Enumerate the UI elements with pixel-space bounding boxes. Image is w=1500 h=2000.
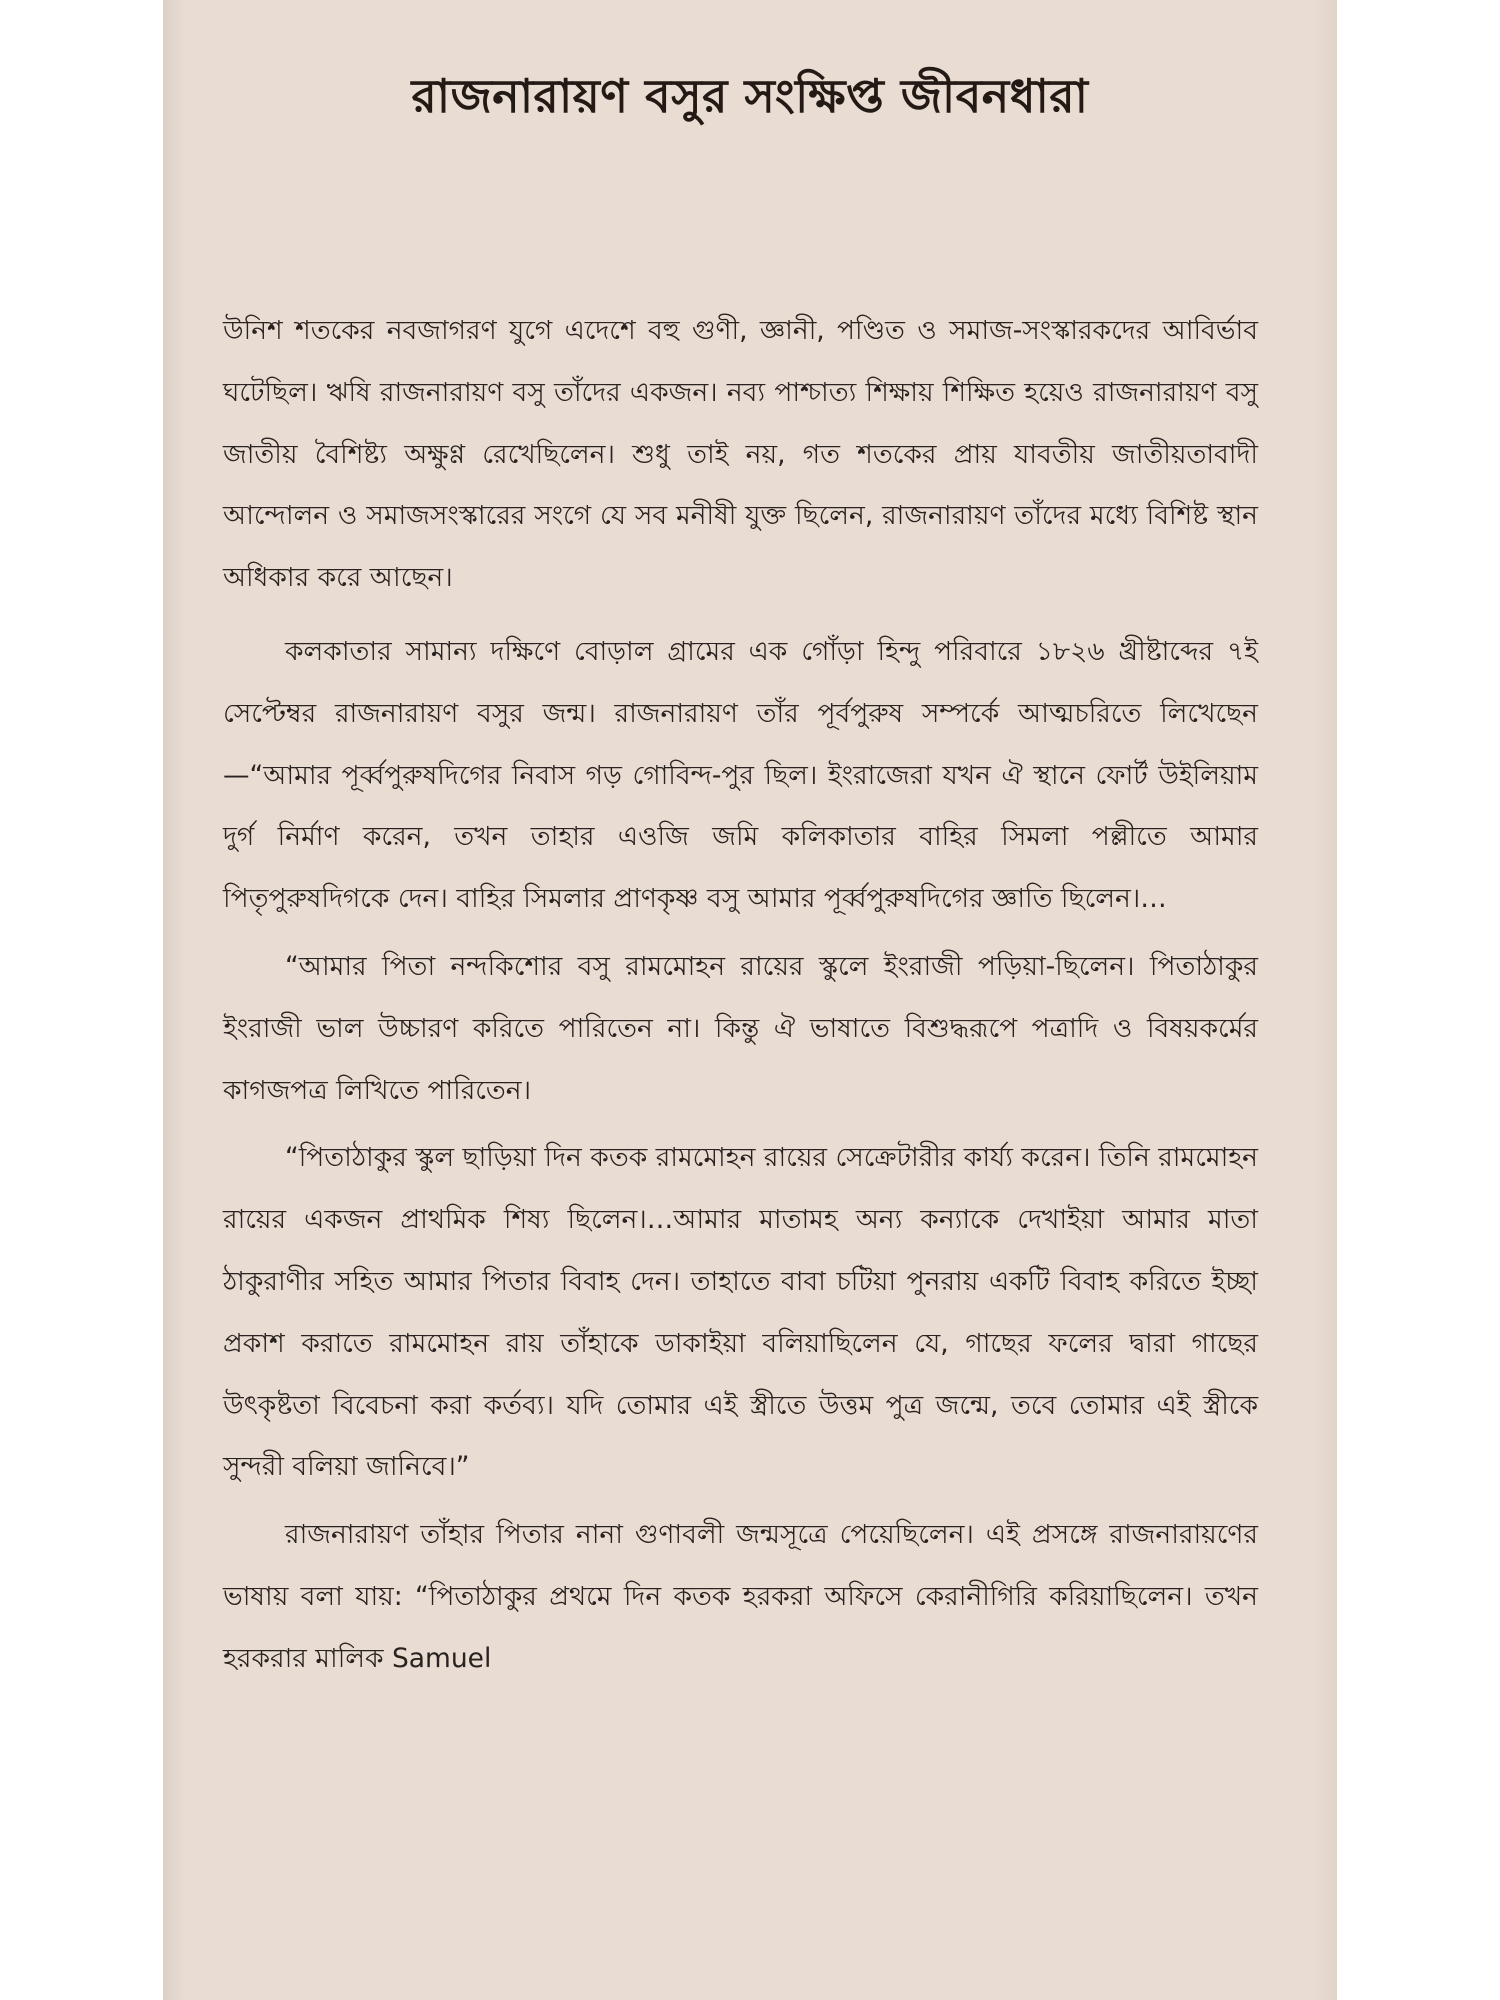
paragraph-3: “আমার পিতা নন্দকিশোর বসু রামমোহন রায়ের স্কুলে ইংরাজী পড়িয়া-ছিলেন। পিতাঠাকুর ইংরাজী ভাল উচ্চারণ করিতে পারিতেন না। কিন্তু ঐ ভাষাতে বিশুদ্ধরূপে পত্রাদি ও বিষয়কর্মের কাগজপত্র লিখিতে পারিতেন।: [223, 950, 1258, 1106]
paragraph-5: রাজনারায়ণ তাঁহার পিতার নানা গুণাবলী জন্মসূত্রে পেয়েছিলেন। এই প্রসঙ্গে রাজনারায়ণের ভাষায় বলা যায়: “পিতাঠাকুর প্রথমে দিন কতক হরকরা অফিসে কেরানীগিরি করিয়াছিলেন। তখন হরকরার মালিক Samuel: [223, 1519, 1258, 1674]
paragraph-2: কলকাতার সামান্য দক্ষিণে বোড়াল গ্রামের এক গোঁড়া হিন্দু পরিবারে ১৮২৬ খ্রীষ্টাব্দের ৭ই সেপ্টেম্বর রাজনারায়ণ বসুর জন্ম। রাজনারায়ণ তাঁর পূর্বপুরুষ সম্পর্কে আত্মচরিতে লিখেছেন—“আমার পূর্ব্বপুরুষদিগের নিবাস গড় গোবিন্দ-পুর ছিল। ইংরাজেরা যখন ঐ স্থানে ফোর্ট উইলিয়াম দুর্গ নির্মাণ করেন, তখন তাহার এওজি জমি কলিকাতার বাহির সিমলা পল্লীতে আমার পিতৃপুরুষদিগকে দেন। বাহির সিমলার প্রাণকৃষ্ণ বসু আমার পূর্ব্বপুরুষদিগের জ্ঞাতি ছিলেন।…: [223, 635, 1258, 915]
book-page: [163, 0, 1337, 2000]
body-text: [223, 300, 1258, 1696]
paragraph-1: উনিশ শতকের নবজাগরণ যুগে এদেশে বহু গুণী, জ্ঞানী, পণ্ডিত ও সমাজ-সংস্কারকদের আবির্ভাব ঘটেছিল। ঋষি রাজনারায়ণ বসু তাঁদের একজন। নব্য পাশ্চাত্য শিক্ষায় শিক্ষিত হয়েও রাজনারায়ণ বসু জাতীয় বৈশিষ্ট্য অক্ষুণ্ণ রেখেছিলেন। শুধু তাই নয়, গত শতকের প্রায় যাবতীয় জাতীয়তাবাদী আন্দোলন ও সমাজসংস্কারের সংগে যে সব মনীষী যুক্ত ছিলেন, রাজনারায়ণ তাঁদের মধ্যে বিশিষ্ট স্থান অধিকার করে আছেন।: [223, 315, 1258, 594]
paragraph-4: “পিতাঠাকুর স্কুল ছাড়িয়া দিন কতক রামমোহন রায়ের সেক্রেটারীর কার্য্য করেন। তিনি রামমোহন রায়ের একজন প্রাথমিক শিষ্য ছিলেন।…আমার মাতামহ অন্য কন্যাকে দেখাইয়া আমার মাতা ঠাকুরাণীর সহিত আমার পিতার বিবাহ দেন। তাহাতে বাবা চটিয়া পুনরায় একটি বিবাহ করিতে ইচ্ছা প্রকাশ করাতে রামমোহন রায় তাঁহাকে ডাকাইয়া বলিয়াছিলেন যে, গাছের ফলের দ্বারা গাছের উৎকৃষ্টতা বিবেচনা করা কর্তব্য। যদি তোমার এই স্ত্রীতে উত্তম পুত্র জন্মে, তবে তোমার এই স্ত্রীকে সুন্দরী বলিয়া জানিবে।”: [223, 1142, 1258, 1483]
page-title: রাজনারায়ণ বসুর সংক্ষিপ্ত জীবনধারা: [411, 69, 1089, 123]
